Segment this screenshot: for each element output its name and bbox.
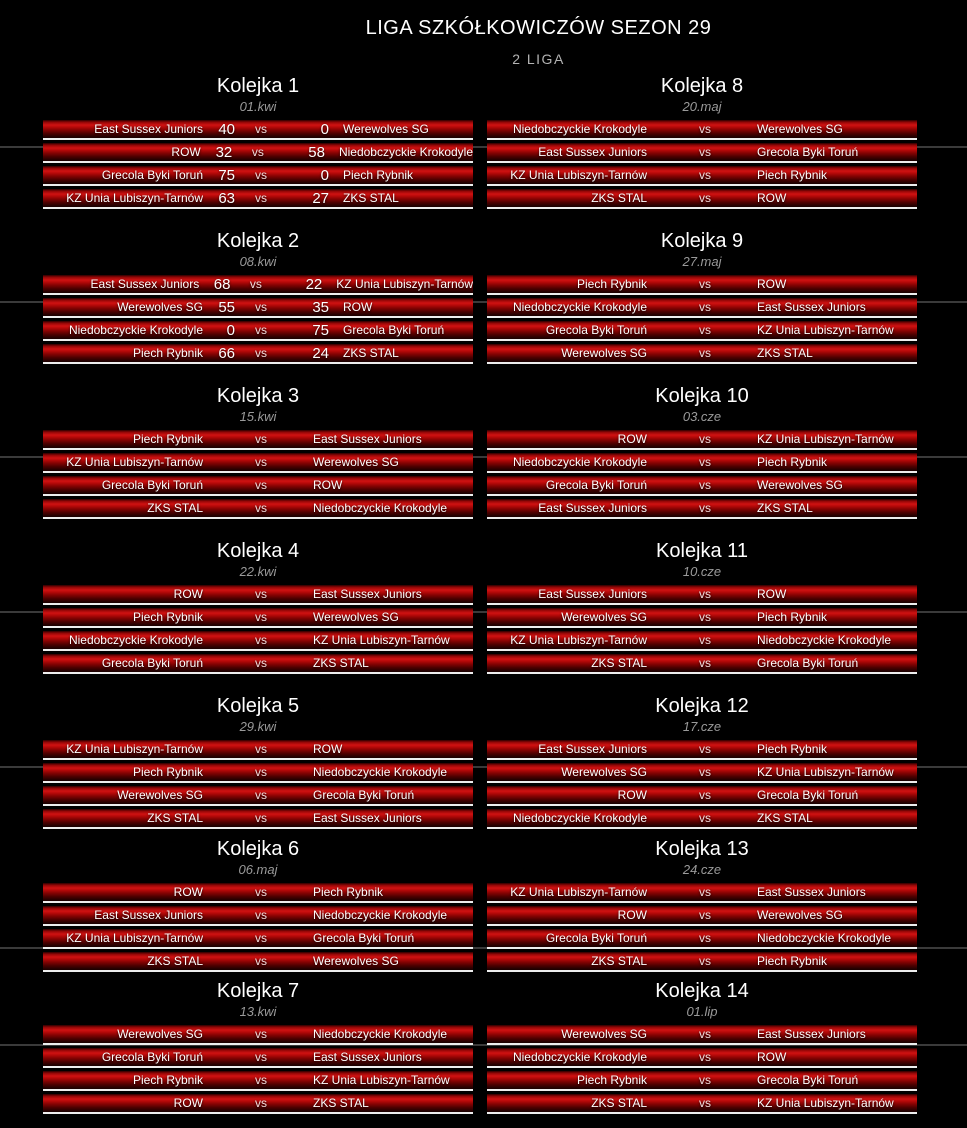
home-team-label: Niedobczyckie Krokodyle: [512, 1050, 647, 1064]
vs-label: vs: [255, 122, 267, 136]
away-team-label: East Sussex Juniors: [757, 300, 866, 314]
home-team-label: Werewolves SG: [561, 1027, 647, 1041]
match-row: [43, 1048, 473, 1068]
round-title: Kolejka 3: [216, 385, 300, 407]
round-title: Kolejka 13: [655, 838, 749, 860]
round-date: 08.kwi: [239, 254, 277, 269]
round-date: 01.kwi: [239, 99, 277, 114]
home-team-label: Werewolves SG: [561, 610, 647, 624]
match-row: [487, 763, 917, 783]
vs-label: vs: [255, 1050, 267, 1064]
match-row: [43, 608, 473, 628]
home-team-label: Niedobczyckie Krokodyle: [512, 811, 647, 825]
away-score: 27: [312, 189, 329, 207]
away-team-label: Niedobczyckie Krokodyle: [313, 908, 448, 922]
home-team-label: Niedobczyckie Krokodyle: [512, 300, 647, 314]
match-row: [43, 298, 473, 318]
match-row: [487, 952, 917, 972]
vs-label: vs: [699, 478, 711, 492]
match-row: [43, 430, 473, 450]
match-row: [43, 1071, 473, 1091]
round-title: Kolejka 10: [655, 385, 749, 407]
vs-label: vs: [699, 1050, 711, 1064]
round-date: 03.cze: [682, 409, 722, 424]
away-team-label: Niedobczyckie Krokodyle: [757, 931, 892, 945]
match-row: [487, 499, 917, 519]
match-row: [487, 786, 917, 806]
away-score: 0: [320, 166, 329, 184]
away-score: 24: [312, 344, 329, 362]
home-score: 32: [215, 143, 233, 161]
home-score: 66: [218, 344, 235, 362]
match-row: [43, 952, 473, 972]
home-score: 0: [226, 321, 235, 339]
home-team-label: ZKS STAL: [147, 811, 203, 825]
vs-label: vs: [255, 191, 267, 205]
home-team-label: Werewolves SG: [561, 346, 647, 360]
vs-label: vs: [699, 908, 711, 922]
match-row: [43, 740, 473, 760]
home-team-label: Niedobczyckie Krokodyle: [512, 122, 647, 136]
round-title: Kolejka 2: [216, 230, 300, 252]
away-team-label: Werewolves SG: [757, 908, 843, 922]
match-row: [487, 143, 917, 163]
home-team-label: East Sussex Juniors: [94, 122, 203, 136]
match-row: [487, 166, 917, 186]
vs-label: vs: [699, 788, 711, 802]
vs-label: vs: [255, 908, 267, 922]
away-team-label: Grecola Byki Toruń: [757, 788, 859, 802]
away-team-label: KZ Unia Lubiszyn-Tarnów: [313, 633, 450, 647]
vs-label: vs: [255, 168, 267, 182]
away-team-label: Werewolves SG: [757, 478, 843, 492]
round-date: 17.cze: [682, 719, 722, 734]
home-team-label: Grecola Byki Toruń: [101, 1050, 203, 1064]
round-block: [43, 695, 473, 838]
away-team-label: East Sussex Juniors: [313, 811, 422, 825]
home-team-label: KZ Unia Lubiszyn-Tarnów: [66, 931, 203, 945]
match-row: [43, 453, 473, 473]
home-score: 75: [218, 166, 235, 184]
vs-label: vs: [699, 191, 711, 205]
round-title: Kolejka 9: [660, 230, 744, 252]
vs-label: vs: [255, 633, 267, 647]
away-team-label: KZ Unia Lubiszyn-Tarnów: [757, 1096, 894, 1110]
match-row: [487, 883, 917, 903]
home-team-label: Werewolves SG: [117, 788, 203, 802]
home-team-label: Werewolves SG: [117, 300, 203, 314]
vs-label: vs: [699, 168, 711, 182]
away-team-label: Piech Rybnik: [343, 168, 414, 182]
vs-label: vs: [255, 432, 267, 446]
round-title: Kolejka 11: [656, 540, 748, 562]
away-team-label: ZKS STAL: [343, 191, 399, 205]
away-team-label: ROW: [757, 277, 787, 291]
away-team-label: Niedobczyckie Krokodyle: [757, 633, 892, 647]
match-row: [487, 476, 917, 496]
away-team-label: East Sussex Juniors: [313, 1050, 422, 1064]
match-row: [43, 1025, 473, 1045]
round-date: 01.lip: [686, 1004, 718, 1019]
home-team-label: Grecola Byki Toruń: [545, 478, 647, 492]
home-team-label: Werewolves SG: [561, 765, 647, 779]
round-title: Kolejka 14: [655, 980, 749, 1002]
away-team-label: ZKS STAL: [757, 346, 813, 360]
vs-label: vs: [699, 931, 711, 945]
home-team-label: Grecola Byki Toruń: [101, 478, 203, 492]
vs-label: vs: [699, 501, 711, 515]
match-row: [43, 476, 473, 496]
vs-label: vs: [699, 587, 711, 601]
match-row: [487, 189, 917, 209]
round-block: [43, 75, 473, 230]
home-team-label: Niedobczyckie Krokodyle: [68, 323, 203, 337]
home-team-label: Grecola Byki Toruń: [545, 323, 647, 337]
vs-label: vs: [255, 1096, 267, 1110]
away-team-label: Grecola Byki Toruń: [757, 145, 859, 159]
home-team-label: East Sussex Juniors: [90, 277, 200, 291]
round-block: [487, 695, 917, 838]
round-block: [487, 75, 917, 230]
match-row: [487, 585, 917, 605]
away-team-label: ZKS STAL: [757, 501, 813, 515]
vs-label: vs: [255, 300, 267, 314]
round-date: 10.cze: [682, 564, 722, 579]
home-team-label: KZ Unia Lubiszyn-Tarnów: [510, 885, 647, 899]
match-row: [43, 809, 473, 829]
vs-label: vs: [255, 954, 267, 968]
match-row: [487, 1048, 917, 1068]
round-block: [487, 980, 917, 1122]
vs-label: vs: [255, 587, 267, 601]
home-team-label: KZ Unia Lubiszyn-Tarnów: [66, 455, 203, 469]
vs-label: vs: [699, 742, 711, 756]
away-team-label: East Sussex Juniors: [757, 1027, 866, 1041]
away-score: 35: [312, 298, 329, 316]
away-team-label: Grecola Byki Toruń: [343, 323, 445, 337]
away-team-label: Piech Rybnik: [757, 168, 828, 182]
away-score: 75: [312, 321, 329, 339]
away-score: 58: [308, 143, 325, 161]
round-date: 24.cze: [682, 862, 722, 877]
home-team-label: Piech Rybnik: [132, 610, 203, 624]
round-title: Kolejka 4: [216, 540, 300, 562]
round-block: [487, 385, 917, 540]
round-date: 20.maj: [682, 99, 722, 114]
away-team-label: ROW: [343, 300, 373, 314]
home-team-label: ROW: [173, 587, 203, 601]
vs-label: vs: [255, 323, 267, 337]
match-row: [43, 929, 473, 949]
round-date: 06.maj: [238, 862, 278, 877]
away-team-label: Piech Rybnik: [757, 954, 828, 968]
round-date: 13.kwi: [239, 1004, 277, 1019]
round-title: Kolejka 8: [660, 75, 744, 97]
match-row: [43, 654, 473, 674]
match-row: [487, 631, 917, 651]
home-team-label: Piech Rybnik: [132, 346, 203, 360]
match-row: [487, 298, 917, 318]
vs-label: vs: [699, 300, 711, 314]
header: [0, 0, 967, 67]
rounds-column-right: [487, 75, 917, 1122]
vs-label: vs: [249, 277, 262, 291]
vs-label: vs: [699, 1096, 711, 1110]
home-team-label: ZKS STAL: [147, 501, 203, 515]
round-date: 29.kwi: [239, 719, 277, 734]
away-team-label: Piech Rybnik: [757, 610, 828, 624]
home-team-label: ROW: [617, 788, 647, 802]
round-block: [487, 230, 917, 385]
match-row: [43, 189, 473, 209]
match-row: [487, 321, 917, 341]
home-score: 68: [213, 275, 231, 293]
home-team-label: KZ Unia Lubiszyn-Tarnów: [510, 168, 647, 182]
away-team-label: Grecola Byki Toruń: [313, 788, 415, 802]
away-team-label: ZKS STAL: [313, 656, 369, 670]
home-team-label: KZ Unia Lubiszyn-Tarnów: [66, 742, 203, 756]
away-team-label: ROW: [757, 191, 787, 205]
match-row: [487, 344, 917, 364]
home-team-label: ROW: [171, 145, 201, 159]
home-team-label: Piech Rybnik: [576, 1073, 647, 1087]
round-date: 15.kwi: [239, 409, 277, 424]
away-team-label: East Sussex Juniors: [757, 885, 866, 899]
home-score: 63: [218, 189, 235, 207]
away-team-label: ZKS STAL: [313, 1096, 369, 1110]
away-team-label: ZKS STAL: [343, 346, 399, 360]
away-team-label: Niedobczyckie Krokodyle: [313, 765, 448, 779]
match-row: [487, 654, 917, 674]
vs-label: vs: [699, 610, 711, 624]
home-team-label: Piech Rybnik: [132, 765, 203, 779]
round-date: 27.maj: [682, 254, 722, 269]
match-row: [43, 344, 473, 364]
vs-label: vs: [699, 346, 711, 360]
rounds-column-left: [43, 75, 473, 1122]
home-team-label: East Sussex Juniors: [538, 587, 647, 601]
away-team-label: ROW: [757, 587, 787, 601]
match-row: [43, 585, 473, 605]
league-subtitle: 2 LIGA: [512, 51, 565, 67]
match-row: [43, 143, 473, 163]
match-row: [43, 499, 473, 519]
match-row: [43, 763, 473, 783]
round-title: Kolejka 6: [216, 838, 300, 860]
home-team-label: Niedobczyckie Krokodyle: [512, 455, 647, 469]
vs-label: vs: [255, 811, 267, 825]
vs-label: vs: [255, 501, 267, 515]
round-block: [43, 385, 473, 540]
home-team-label: ROW: [617, 908, 647, 922]
match-row: [487, 275, 917, 295]
home-team-label: KZ Unia Lubiszyn-Tarnów: [66, 191, 203, 205]
home-team-label: Piech Rybnik: [132, 432, 203, 446]
vs-label: vs: [699, 954, 711, 968]
vs-label: vs: [699, 145, 711, 159]
round-block: [43, 540, 473, 695]
home-team-label: ROW: [617, 432, 647, 446]
home-team-label: ZKS STAL: [591, 954, 647, 968]
vs-label: vs: [699, 656, 711, 670]
vs-label: vs: [699, 1073, 711, 1087]
vs-label: vs: [699, 122, 711, 136]
home-team-label: ZKS STAL: [147, 954, 203, 968]
home-team-label: KZ Unia Lubiszyn-Tarnów: [510, 633, 647, 647]
away-team-label: Niedobczyckie Krokodyle: [313, 1027, 448, 1041]
match-row: [43, 883, 473, 903]
home-team-label: East Sussex Juniors: [94, 908, 203, 922]
away-team-label: Piech Rybnik: [757, 455, 828, 469]
home-team-label: ZKS STAL: [591, 191, 647, 205]
match-row: [43, 321, 473, 341]
away-team-label: KZ Unia Lubiszyn-Tarnów: [336, 277, 473, 291]
match-row: [43, 166, 473, 186]
vs-label: vs: [699, 455, 711, 469]
vs-label: vs: [255, 742, 267, 756]
away-team-label: Piech Rybnik: [313, 885, 384, 899]
match-row: [487, 740, 917, 760]
match-row: [43, 906, 473, 926]
vs-label: vs: [255, 788, 267, 802]
away-team-label: Werewolves SG: [757, 122, 843, 136]
vs-label: vs: [255, 478, 267, 492]
away-team-label: KZ Unia Lubiszyn-Tarnów: [313, 1073, 450, 1087]
away-team-label: Werewolves SG: [313, 610, 399, 624]
match-row: [43, 631, 473, 651]
round-block: [487, 540, 917, 695]
away-team-label: KZ Unia Lubiszyn-Tarnów: [757, 432, 894, 446]
match-row: [487, 929, 917, 949]
vs-label: vs: [255, 765, 267, 779]
home-team-label: Piech Rybnik: [576, 277, 647, 291]
vs-label: vs: [255, 885, 267, 899]
away-team-label: ROW: [757, 1050, 787, 1064]
rounds-grid: [43, 75, 917, 1122]
away-team-label: ROW: [313, 478, 343, 492]
vs-label: vs: [255, 610, 267, 624]
home-team-label: Werewolves SG: [117, 1027, 203, 1041]
round-title: Kolejka 7: [216, 980, 300, 1002]
match-row: [487, 120, 917, 140]
vs-label: vs: [251, 145, 264, 159]
round-block: [43, 980, 473, 1122]
home-team-label: ROW: [173, 885, 203, 899]
round-block: [43, 838, 473, 980]
home-team-label: East Sussex Juniors: [538, 145, 647, 159]
away-team-label: KZ Unia Lubiszyn-Tarnów: [757, 765, 894, 779]
match-row: [487, 430, 917, 450]
round-block: [43, 230, 473, 385]
vs-label: vs: [699, 633, 711, 647]
vs-label: vs: [699, 765, 711, 779]
match-row: [43, 1094, 473, 1114]
round-title: Kolejka 12: [655, 695, 749, 717]
away-team-label: Niedobczyckie Krokodyle: [338, 145, 473, 159]
away-score: 22: [305, 275, 323, 293]
home-team-label: ZKS STAL: [591, 656, 647, 670]
vs-label: vs: [255, 455, 267, 469]
round-block: [487, 838, 917, 980]
home-team-label: East Sussex Juniors: [538, 501, 647, 515]
home-team-label: Grecola Byki Toruń: [101, 168, 203, 182]
vs-label: vs: [699, 432, 711, 446]
home-team-label: Piech Rybnik: [132, 1073, 203, 1087]
vs-label: vs: [699, 1027, 711, 1041]
round-title: Kolejka 1: [216, 75, 300, 97]
match-row: [43, 275, 473, 295]
vs-label: vs: [255, 1073, 267, 1087]
away-team-label: Niedobczyckie Krokodyle: [313, 501, 448, 515]
home-team-label: Grecola Byki Toruń: [545, 931, 647, 945]
home-score: 55: [218, 298, 235, 316]
match-row: [487, 1025, 917, 1045]
vs-label: vs: [255, 346, 267, 360]
away-team-label: KZ Unia Lubiszyn-Tarnów: [757, 323, 894, 337]
home-team-label: ROW: [173, 1096, 203, 1110]
home-team-label: ZKS STAL: [591, 1096, 647, 1110]
away-team-label: Grecola Byki Toruń: [757, 1073, 859, 1087]
vs-label: vs: [699, 885, 711, 899]
home-team-label: Grecola Byki Toruń: [101, 656, 203, 670]
vs-label: vs: [699, 811, 711, 825]
away-team-label: Grecola Byki Toruń: [757, 656, 859, 670]
round-title: Kolejka 5: [216, 695, 300, 717]
match-row: [487, 1094, 917, 1114]
round-date: 22.kwi: [239, 564, 277, 579]
page-title: LIGA SZKÓŁKOWICZÓW SEZON 29: [365, 17, 712, 39]
vs-label: vs: [255, 656, 267, 670]
home-team-label: Niedobczyckie Krokodyle: [68, 633, 203, 647]
vs-label: vs: [255, 1027, 267, 1041]
home-score: 40: [218, 120, 235, 138]
away-team-label: Grecola Byki Toruń: [313, 931, 415, 945]
match-row: [43, 120, 473, 140]
match-row: [487, 608, 917, 628]
vs-label: vs: [255, 931, 267, 945]
away-team-label: Werewolves SG: [313, 455, 399, 469]
match-row: [43, 786, 473, 806]
away-team-label: ZKS STAL: [757, 811, 813, 825]
away-team-label: East Sussex Juniors: [313, 587, 422, 601]
away-team-label: Werewolves SG: [343, 122, 429, 136]
away-team-label: ROW: [313, 742, 343, 756]
away-team-label: Werewolves SG: [313, 954, 399, 968]
match-row: [487, 809, 917, 829]
vs-label: vs: [699, 277, 711, 291]
away-score: 0: [320, 120, 329, 138]
away-team-label: Piech Rybnik: [757, 742, 828, 756]
match-row: [487, 1071, 917, 1091]
match-row: [487, 906, 917, 926]
away-team-label: East Sussex Juniors: [313, 432, 422, 446]
home-team-label: East Sussex Juniors: [538, 742, 647, 756]
match-row: [487, 453, 917, 473]
vs-label: vs: [699, 323, 711, 337]
